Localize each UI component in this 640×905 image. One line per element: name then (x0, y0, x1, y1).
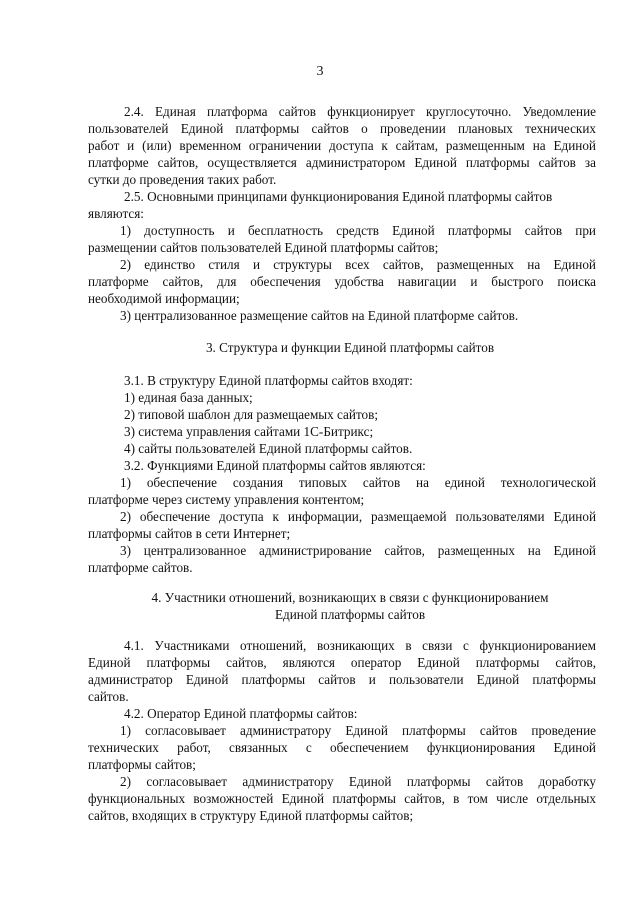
text-line: платформе сайтов. (88, 560, 193, 575)
text-line: являются: (88, 206, 144, 221)
text-line: платформы сайтов; (88, 757, 196, 772)
text-line: Единой платформы сайтов, являются оператор Единой платформы сайтов, (88, 655, 596, 670)
text-line: платформе через систему управления контентом; (88, 492, 365, 507)
text-line: 2) обеспечение доступа к информации, размещаемой пользователями Единой (120, 509, 596, 524)
text-line: сутки до проведения таких работ. (88, 172, 277, 187)
section-heading-line: 3. Структура и функции Единой платформы сайтов (205, 340, 495, 355)
text-line: 2) согласовывает администратору Единой платформы сайтов доработку (120, 774, 596, 789)
text-line: 3) централизованное размещение сайтов на Единой платформе сайтов. (120, 308, 519, 323)
text-line: функциональных возможностей Единой платформы сайтов, в том числе отдельных (88, 791, 596, 806)
text-line: 4.2. Оператор Единой платформы сайтов: (124, 706, 358, 721)
text-line: сайтов. (88, 689, 129, 704)
text-line: 2.4. Единая платформа сайтов функционирует круглосуточно. Уведомление (124, 104, 596, 119)
text-line: 1) обеспечение создания типовых сайтов на единой технологической (120, 475, 596, 490)
text-line: сайтов, входящих в структуру Единой платформы сайтов; (88, 808, 414, 823)
text-line: 2) типовой шаблон для размещаемых сайтов; (124, 407, 379, 422)
text-line: 3.2. Функциями Единой платформы сайтов являются: (124, 458, 426, 473)
text-line: платформе сайтов, осуществляется администратором Единой платформы сайтов за (88, 155, 596, 170)
text-line: 2) единство стиля и структуры всех сайтов, размещенных на Единой (120, 257, 596, 272)
text-line: 4.1. Участниками отношений, возникающих в связи с функционированием (124, 638, 596, 653)
text-line: 3.1. В структуру Единой платформы сайтов входят: (124, 373, 413, 388)
text-line: технических работ, связанных с обеспечением функционирования Единой (88, 740, 596, 755)
section-heading-line: 4. Участники отношений, возникающих в связи с функционированием (151, 590, 549, 605)
text-line: размещении сайтов пользователей Единой платформы сайтов; (88, 240, 439, 255)
text-line: 1) согласовывает администратору Единой платформы сайтов проведение (120, 723, 596, 738)
page-number: 3 (316, 64, 324, 79)
text-line: платформы сайтов в сети Интернет; (88, 526, 291, 541)
text-line: 1) единая база данных; (124, 390, 253, 405)
text-line: 3) система управления сайтами 1С-Битрикс; (124, 424, 374, 439)
text-line: 4) сайты пользователей Единой платформы сайтов. (124, 441, 413, 456)
text-line: работ и (или) временном ограничении доступа к сайтам, размещенным на Единой (88, 138, 596, 153)
text-line: 1) доступность и бесплатность средств Единой платформы сайтов при (120, 223, 596, 238)
text-line: платформе сайтов, для обеспечения удобства навигации и быстрого поиска (88, 274, 596, 289)
text-line: администратор Единой платформы сайтов и пользователи Единой платформы (88, 672, 596, 687)
text-line: необходимой информации; (88, 291, 240, 306)
text-line: 3) централизованное администрирование сайтов, размещенных на Единой (120, 543, 596, 558)
section-heading-line: Единой платформы сайтов (274, 607, 426, 622)
text-line: 2.5. Основными принципами функционирования Единой платформы сайтов (124, 189, 553, 204)
text-line: пользователей Единой платформы сайтов о проведении плановых технических (88, 121, 596, 136)
